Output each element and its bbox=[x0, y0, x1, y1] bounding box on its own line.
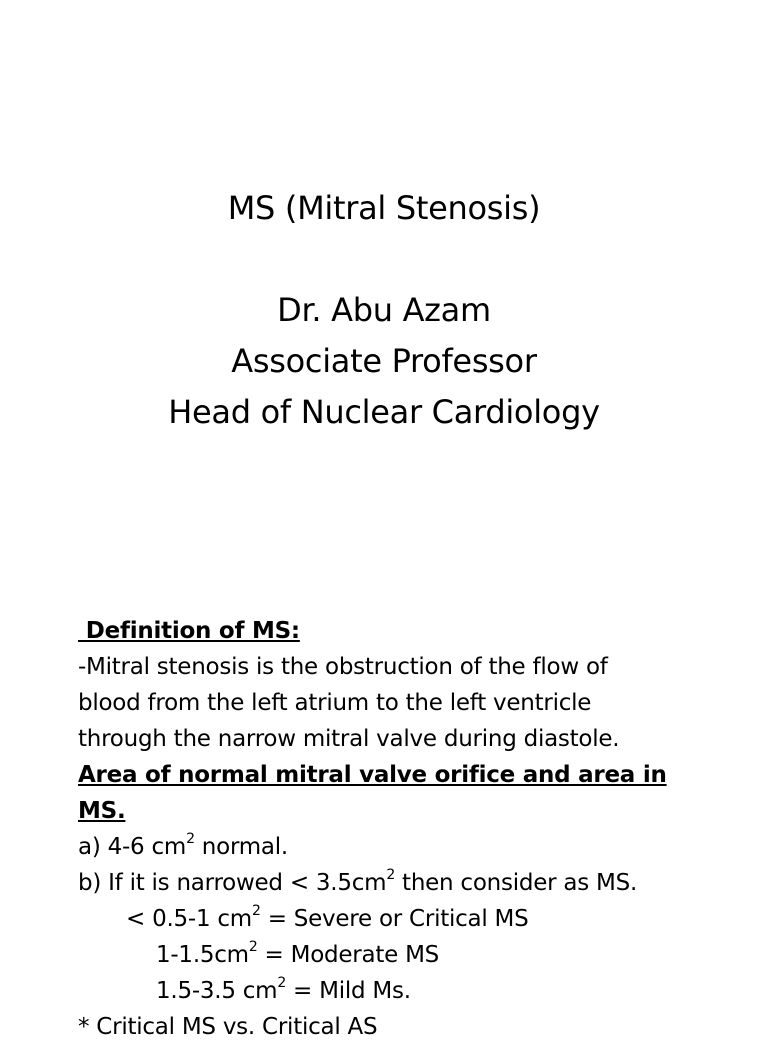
title-block bbox=[0, 183, 768, 438]
author-department: Head of Nuclear Cardiology bbox=[168, 393, 600, 431]
item-text: then consider as MS. bbox=[394, 870, 638, 896]
footer-line: * Critical MS vs. Critical AS bbox=[78, 1014, 378, 1040]
area-item-mild bbox=[78, 973, 738, 1009]
definition-line: through the narrow mitral valve during diastole. bbox=[78, 726, 620, 752]
superscript: 2 bbox=[277, 975, 286, 992]
definition-heading: Definition of MS: bbox=[78, 618, 300, 644]
definition-line: -Mitral stenosis is the obstruction of the flow of bbox=[78, 654, 608, 680]
item-text: 1.5-3.5 cm bbox=[156, 978, 278, 1004]
slide-title: MS (Mitral Stenosis) bbox=[227, 189, 541, 227]
item-text: = Severe or Critical MS bbox=[260, 906, 529, 932]
area-item-narrowed bbox=[78, 865, 738, 901]
item-text: = Moderate MS bbox=[257, 942, 440, 968]
area-item-moderate bbox=[78, 937, 738, 973]
superscript: 2 bbox=[251, 903, 261, 920]
superscript: 2 bbox=[248, 939, 258, 956]
content-block bbox=[78, 613, 738, 1045]
item-text: = Mild Ms. bbox=[286, 978, 411, 1004]
author-position: Associate Professor bbox=[231, 342, 537, 380]
spacer bbox=[0, 234, 768, 285]
area-item-normal bbox=[78, 829, 738, 865]
area-heading: Area of normal mitral valve orifice and area in bbox=[78, 762, 667, 788]
item-text: b) If it is narrowed < 3.5cm bbox=[78, 870, 387, 896]
author-name: Dr. Abu Azam bbox=[277, 291, 491, 329]
item-text: normal. bbox=[194, 834, 288, 860]
definition-line: blood from the left atrium to the left ventricle bbox=[78, 690, 592, 716]
area-item-severe bbox=[78, 901, 738, 937]
item-text: 1-1.5cm bbox=[156, 942, 249, 968]
superscript: 2 bbox=[186, 831, 195, 848]
superscript: 2 bbox=[386, 867, 395, 884]
item-text: a) 4-6 cm bbox=[78, 834, 187, 860]
area-heading: MS. bbox=[78, 798, 126, 824]
item-text: < 0.5-1 cm bbox=[126, 906, 252, 932]
